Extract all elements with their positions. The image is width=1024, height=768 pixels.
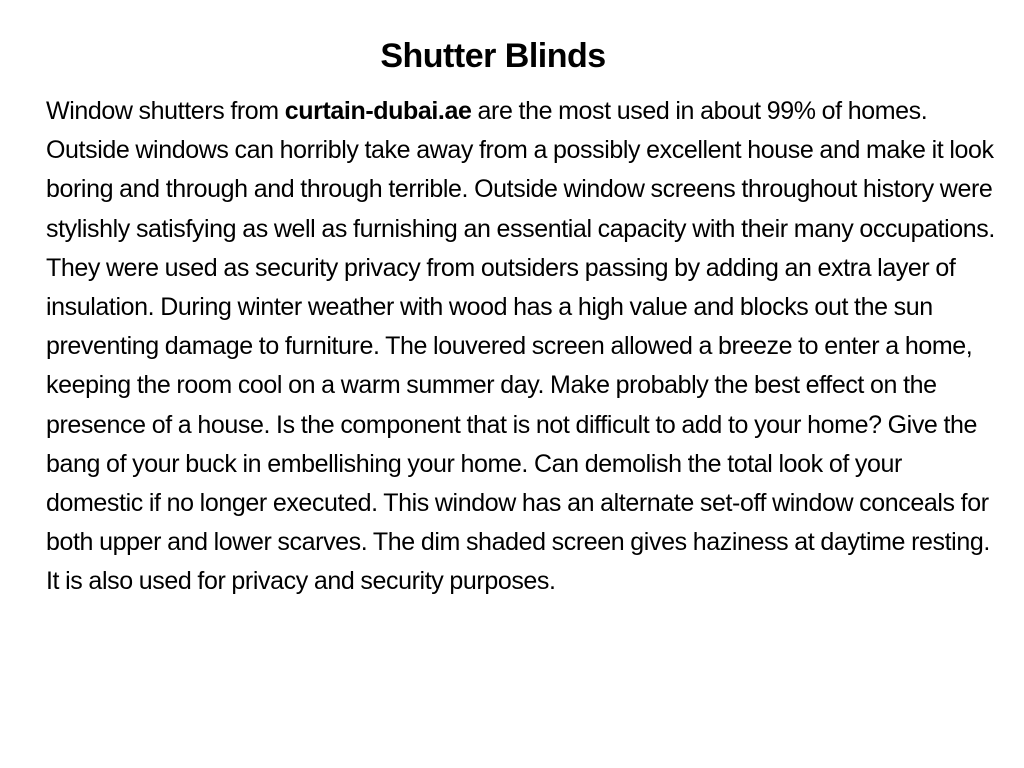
body-text-intro: Window shutters from (46, 97, 285, 125)
body-text-main: are the most used in about 99% of homes. Outside windows can horribly take away from a possibly excellent house and make it look boring and through and through terrible. Outside window screens throughout history were stylishly satisfying as well as furnishing an essential capacity with their many occupations. They were used as security privacy from outsiders passing by adding an extra layer of insulation. During winter weather with wood has a high value and blocks out the sun preventing damage to furniture. The louvered screen allowed a breeze to enter a home, keeping the room cool on a warm summer day. Make probably the best effect on the presence of a house. Is the component that is not difficult to add to your home? Give the bang of your buck in embellishing your home. Can demolish the total look of your domestic if no longer executed. This window has an alternate set-off window conceals for both upper and lower scarves. The dim shaded screen gives haziness at daytime resting. It is also used for privacy and security purposes. (46, 97, 995, 596)
website-link-text: curtain-dubai.ae (284, 97, 472, 125)
slide-title: Shutter Blinds (380, 37, 606, 75)
slide-body (46, 92, 996, 602)
